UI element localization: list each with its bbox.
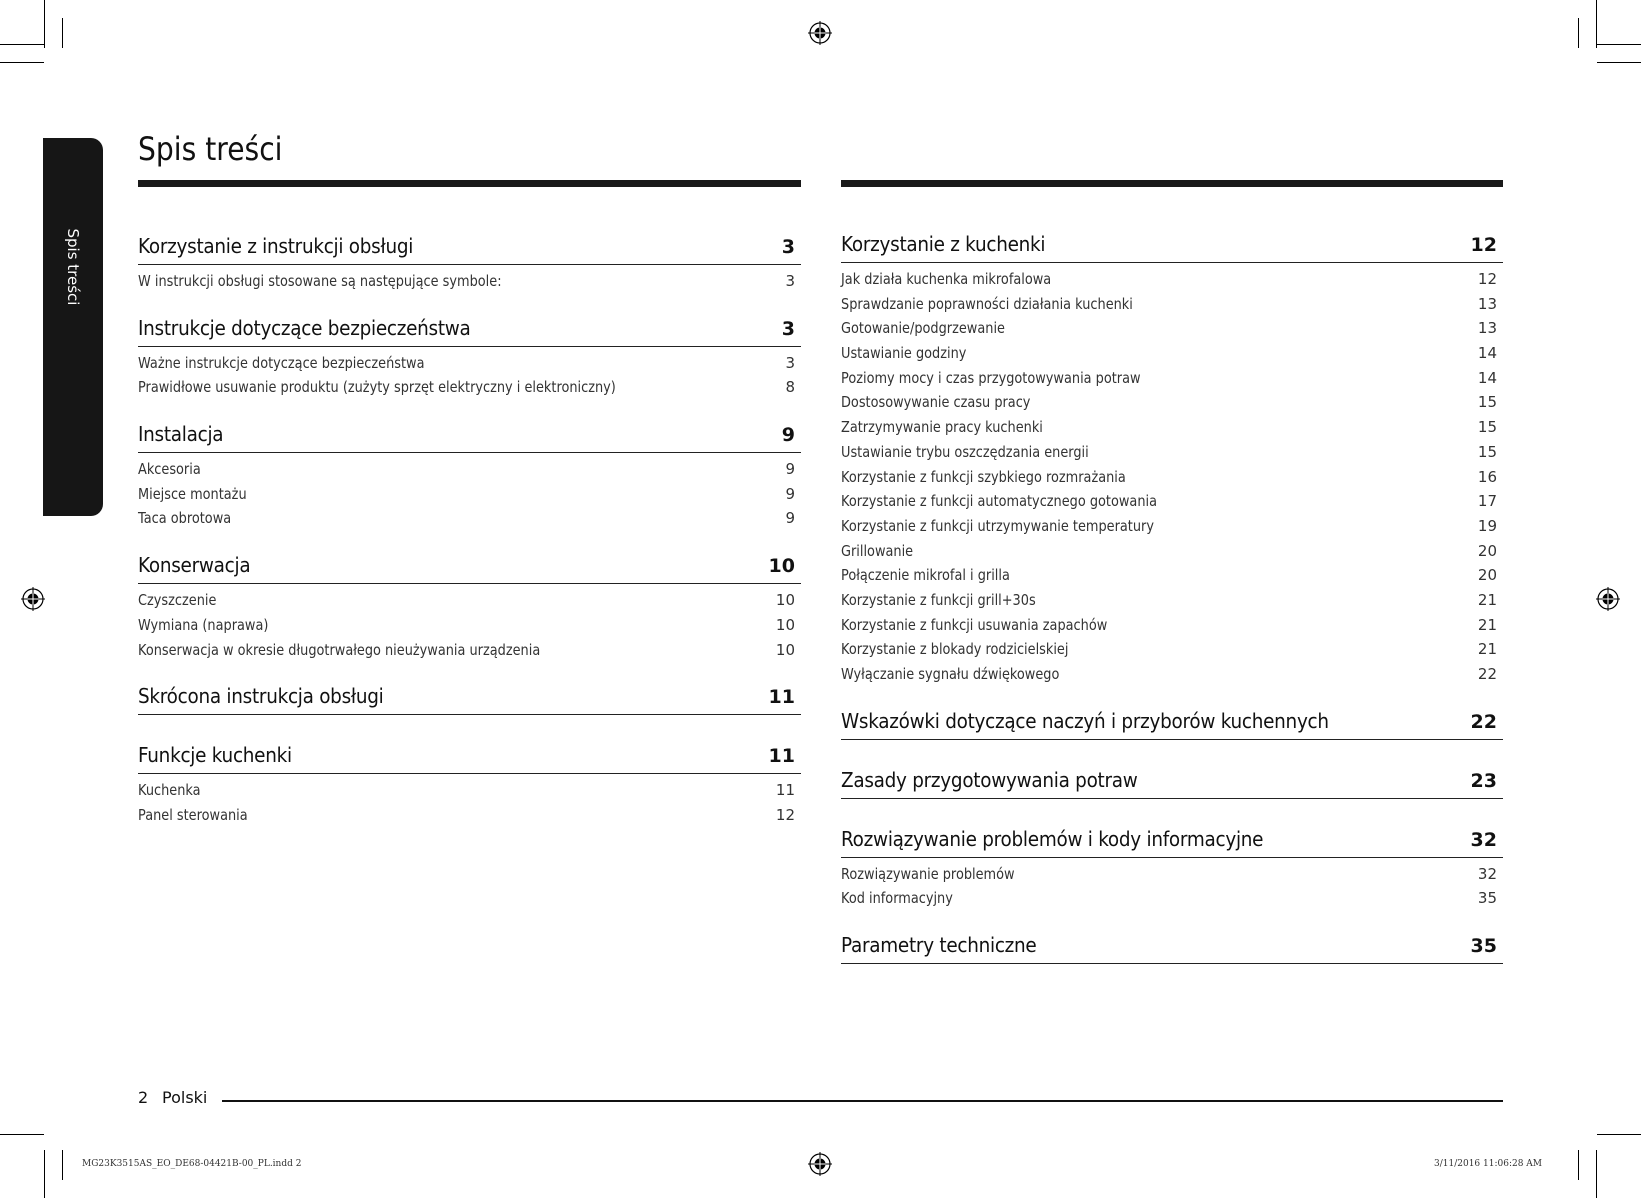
- toc-entry[interactable]: [138, 588, 801, 613]
- crop-mark: [0, 44, 44, 45]
- toc-entry[interactable]: [841, 539, 1503, 564]
- crop-mark: [44, 1150, 45, 1198]
- toc-entry-list: [841, 263, 1503, 687]
- toc-entry[interactable]: [138, 351, 801, 376]
- print-slug-file: MG23K3515AS_EO_DE68-04421B-00_PL.indd 2: [82, 1159, 302, 1169]
- toc-section-title: Rozwiązywanie problemów i kody informacyjne: [841, 826, 1264, 851]
- page-title: Spis treści: [138, 130, 283, 168]
- crop-mark: [1596, 0, 1597, 48]
- toc-entry-page: 9: [785, 460, 795, 479]
- toc-entry-label: Akcesoria: [138, 460, 201, 479]
- crop-mark: [62, 18, 63, 48]
- toc-entry-page: 19: [1477, 516, 1497, 535]
- toc-entry[interactable]: [841, 341, 1503, 366]
- toc-entry-label: Ustawianie trybu oszczędzania energii: [841, 442, 1089, 461]
- toc-entry[interactable]: [138, 482, 801, 507]
- toc-entry[interactable]: [138, 506, 801, 531]
- page-number: 2: [138, 1088, 149, 1107]
- toc-entry-label: Grillowanie: [841, 541, 914, 560]
- toc-entry-list: [138, 265, 801, 294]
- toc-entry[interactable]: [841, 390, 1503, 415]
- toc-entry-page: 17: [1477, 492, 1497, 511]
- toc-entry[interactable]: [841, 588, 1503, 613]
- toc-entry-label: Korzystanie z funkcji szybkiego rozmrażania: [841, 467, 1126, 486]
- crop-mark: [1596, 1150, 1597, 1198]
- toc-entry-page: 10: [775, 591, 795, 610]
- toc-section: [138, 422, 801, 531]
- toc-section-page: 23: [1470, 769, 1497, 792]
- toc-entry[interactable]: [841, 563, 1503, 588]
- toc-entry[interactable]: [841, 886, 1503, 911]
- toc-entry-label: Panel sterowania: [138, 805, 248, 824]
- toc-entry-label: Zatrzymywanie pracy kuchenki: [841, 418, 1043, 437]
- toc-entry-page: 15: [1477, 393, 1497, 412]
- toc-entry-label: Miejsce montażu: [138, 484, 247, 503]
- toc-entry[interactable]: [841, 267, 1503, 292]
- toc-section-heading[interactable]: [841, 768, 1503, 799]
- toc-section-page: 11: [768, 686, 795, 709]
- toc-entry[interactable]: [841, 366, 1503, 391]
- toc-entry-label: Konserwacja w okresie długotrwałego nieużywania urządzenia: [138, 640, 541, 659]
- toc-entry[interactable]: [841, 465, 1503, 490]
- toc-section-page: 11: [768, 745, 795, 768]
- crop-mark: [44, 0, 45, 48]
- toc-section-page: 35: [1470, 935, 1497, 958]
- toc-entry-list: [841, 858, 1503, 911]
- toc-entry-label: Prawidłowe usuwanie produktu (zużyty sprzęt elektryczny i elektroniczny): [138, 378, 616, 397]
- toc-section-title: Wskazówki dotyczące naczyń i przyborów kuchennych: [841, 708, 1329, 733]
- toc-entry[interactable]: [138, 803, 801, 828]
- crop-mark: [62, 1150, 63, 1180]
- title-rule-right: [841, 180, 1503, 187]
- toc-section: [841, 768, 1503, 799]
- toc-section-heading[interactable]: [138, 316, 801, 347]
- toc-entry-label: Korzystanie z funkcji automatycznego gotowania: [841, 492, 1158, 511]
- registration-mark-icon: [1596, 587, 1620, 611]
- toc-entry[interactable]: [138, 375, 801, 400]
- toc-section-title: Zasady przygotowywania potraw: [841, 767, 1138, 792]
- crop-mark: [1597, 1134, 1641, 1135]
- toc-section-title: Korzystanie z kuchenki: [841, 232, 1046, 256]
- crop-mark: [0, 62, 44, 63]
- toc-entry-page: 9: [785, 509, 795, 528]
- toc-entry-page: 12: [1477, 270, 1497, 288]
- toc-entry[interactable]: [841, 662, 1503, 687]
- toc-entry-label: Rozwiązywanie problemów: [841, 864, 1015, 883]
- toc-entry-label: Ustawianie godziny: [841, 344, 967, 363]
- toc-entry[interactable]: [841, 862, 1503, 887]
- crop-mark: [1578, 1150, 1579, 1180]
- toc-section: [841, 232, 1503, 687]
- toc-entry[interactable]: [841, 613, 1503, 638]
- toc-entry-page: 16: [1477, 467, 1497, 486]
- side-tab: [43, 138, 103, 516]
- toc-section-title: Funkcje kuchenki: [138, 743, 292, 768]
- toc-entry-label: Wymiana (naprawa): [138, 615, 269, 634]
- toc-entry[interactable]: [841, 440, 1503, 465]
- registration-mark-icon: [21, 587, 45, 611]
- toc-section-heading[interactable]: [841, 709, 1503, 740]
- toc-section-heading[interactable]: [841, 827, 1503, 858]
- toc-entry-label: Korzystanie z blokady rodzicielskiej: [841, 640, 1069, 659]
- toc-entry-page: 35: [1477, 889, 1497, 908]
- toc-entry-page: 13: [1477, 319, 1497, 338]
- toc-entry-label: Poziomy mocy i czas przygotowywania potraw: [841, 368, 1141, 387]
- toc-entry[interactable]: [841, 415, 1503, 440]
- toc-entry-label: Jak działa kuchenka mikrofalowa: [841, 270, 1052, 288]
- toc-section-page: 9: [781, 424, 795, 447]
- toc-entry[interactable]: [841, 514, 1503, 539]
- toc-section-heading[interactable]: [138, 743, 801, 774]
- toc-section: [138, 684, 801, 715]
- toc-section: [841, 709, 1503, 740]
- print-slug-timestamp: 3/11/2016 11:06:28 AM: [1434, 1159, 1543, 1169]
- toc-entry-page: 21: [1477, 640, 1497, 659]
- toc-entry-list: [138, 453, 801, 531]
- toc-section-heading[interactable]: [138, 684, 801, 715]
- toc-entry-label: Korzystanie z funkcji utrzymywanie temperatury: [841, 516, 1154, 535]
- toc-entry-page: 10: [775, 640, 795, 659]
- crop-mark: [0, 1134, 44, 1135]
- toc-section: [138, 553, 801, 662]
- toc-section: [841, 933, 1503, 964]
- toc-section-heading[interactable]: [138, 553, 801, 584]
- toc-entry-page: 22: [1477, 665, 1497, 683]
- toc-entry[interactable]: [138, 457, 801, 482]
- toc-entry[interactable]: [138, 638, 801, 663]
- toc-entry-page: 12: [775, 805, 795, 824]
- toc-entry[interactable]: [841, 316, 1503, 341]
- toc-entry-label: Połączenie mikrofal i grilla: [841, 566, 1010, 585]
- toc-section: [138, 743, 801, 827]
- toc-entry-page: 3: [785, 272, 795, 290]
- toc-entry[interactable]: [138, 269, 801, 294]
- toc-entry-page: 3: [785, 353, 795, 372]
- toc-entry-label: Korzystanie z funkcji usuwania zapachów: [841, 615, 1108, 634]
- crop-mark: [1597, 62, 1641, 63]
- toc-section-title: Konserwacja: [138, 553, 251, 578]
- toc-section-title: Korzystanie z instrukcji obsługi: [138, 234, 414, 258]
- toc-column-right: [841, 232, 1503, 992]
- toc-entry-page: 21: [1477, 590, 1497, 609]
- toc-section-heading[interactable]: [138, 422, 801, 453]
- toc-entry-label: Dostosowywanie czasu pracy: [841, 393, 1031, 412]
- toc-entry-page: 10: [775, 615, 795, 634]
- toc-section-page: 12: [1470, 234, 1497, 256]
- crop-mark: [1578, 18, 1579, 48]
- toc-entry-list: [138, 347, 801, 400]
- toc-section: [841, 827, 1503, 911]
- toc-entry-label: Kuchenka: [138, 781, 201, 800]
- toc-section-page: 32: [1470, 828, 1497, 851]
- toc-section-page: 3: [781, 317, 795, 340]
- footer-language: Polski: [162, 1088, 208, 1107]
- toc-entry-page: 13: [1477, 294, 1497, 313]
- toc-entry[interactable]: [841, 292, 1503, 317]
- toc-entry-page: 20: [1477, 566, 1497, 585]
- registration-mark-icon: [808, 1152, 832, 1176]
- toc-section-heading[interactable]: [841, 232, 1503, 263]
- title-rule-left: [138, 180, 801, 187]
- toc-entry-page: 15: [1477, 442, 1497, 461]
- toc-entry-page: 14: [1477, 344, 1497, 363]
- toc-entry-label: Czyszczenie: [138, 591, 217, 610]
- toc-section-title: Instrukcje dotyczące bezpieczeństwa: [138, 315, 471, 340]
- side-tab-label: Spis treści: [64, 228, 82, 306]
- toc-entry-label: Taca obrotowa: [138, 509, 232, 528]
- toc-entry-page: 8: [785, 378, 795, 397]
- toc-section: [138, 316, 801, 400]
- toc-entry[interactable]: [138, 778, 801, 803]
- toc-entry-label: Korzystanie z funkcji grill+30s: [841, 590, 1036, 609]
- toc-section: [138, 234, 801, 294]
- toc-section-title: Instalacja: [138, 422, 224, 447]
- toc-entry[interactable]: [841, 637, 1503, 662]
- toc-entry-list: [138, 584, 801, 662]
- toc-section-heading[interactable]: [138, 234, 801, 265]
- footer-rule: [222, 1100, 1503, 1102]
- toc-entry-page: 11: [775, 781, 795, 800]
- toc-entry-label: Kod informacyjny: [841, 889, 953, 908]
- toc-entry-page: 15: [1477, 418, 1497, 437]
- toc-entry-page: 20: [1477, 541, 1497, 560]
- toc-section-heading[interactable]: [841, 933, 1503, 964]
- toc-entry[interactable]: [138, 613, 801, 638]
- toc-entry-page: 14: [1477, 368, 1497, 387]
- toc-entry-label: Wyłączanie sygnału dźwiękowego: [841, 665, 1060, 683]
- toc-entry-label: Ważne instrukcje dotyczące bezpieczeństwa: [138, 353, 425, 372]
- toc-entry-label: Gotowanie/podgrzewanie: [841, 319, 1005, 338]
- toc-column-left: [138, 234, 801, 850]
- toc-entry-label: Sprawdzanie poprawności działania kuchenki: [841, 294, 1133, 313]
- toc-section-page: 3: [781, 236, 795, 258]
- toc-entry-page: 9: [785, 484, 795, 503]
- toc-entry[interactable]: [841, 489, 1503, 514]
- toc-section-title: Parametry techniczne: [841, 933, 1037, 958]
- toc-entry-list: [138, 774, 801, 827]
- toc-entry-page: 32: [1477, 864, 1497, 883]
- toc-section-page: 10: [768, 555, 795, 578]
- registration-mark-icon: [808, 21, 832, 45]
- toc-entry-page: 21: [1477, 615, 1497, 634]
- toc-section-title: Skrócona instrukcja obsługi: [138, 684, 384, 709]
- crop-mark: [1597, 44, 1641, 45]
- toc-section-page: 22: [1470, 710, 1497, 733]
- toc-entry-label: W instrukcji obsługi stosowane są następujące symbole:: [138, 272, 502, 290]
